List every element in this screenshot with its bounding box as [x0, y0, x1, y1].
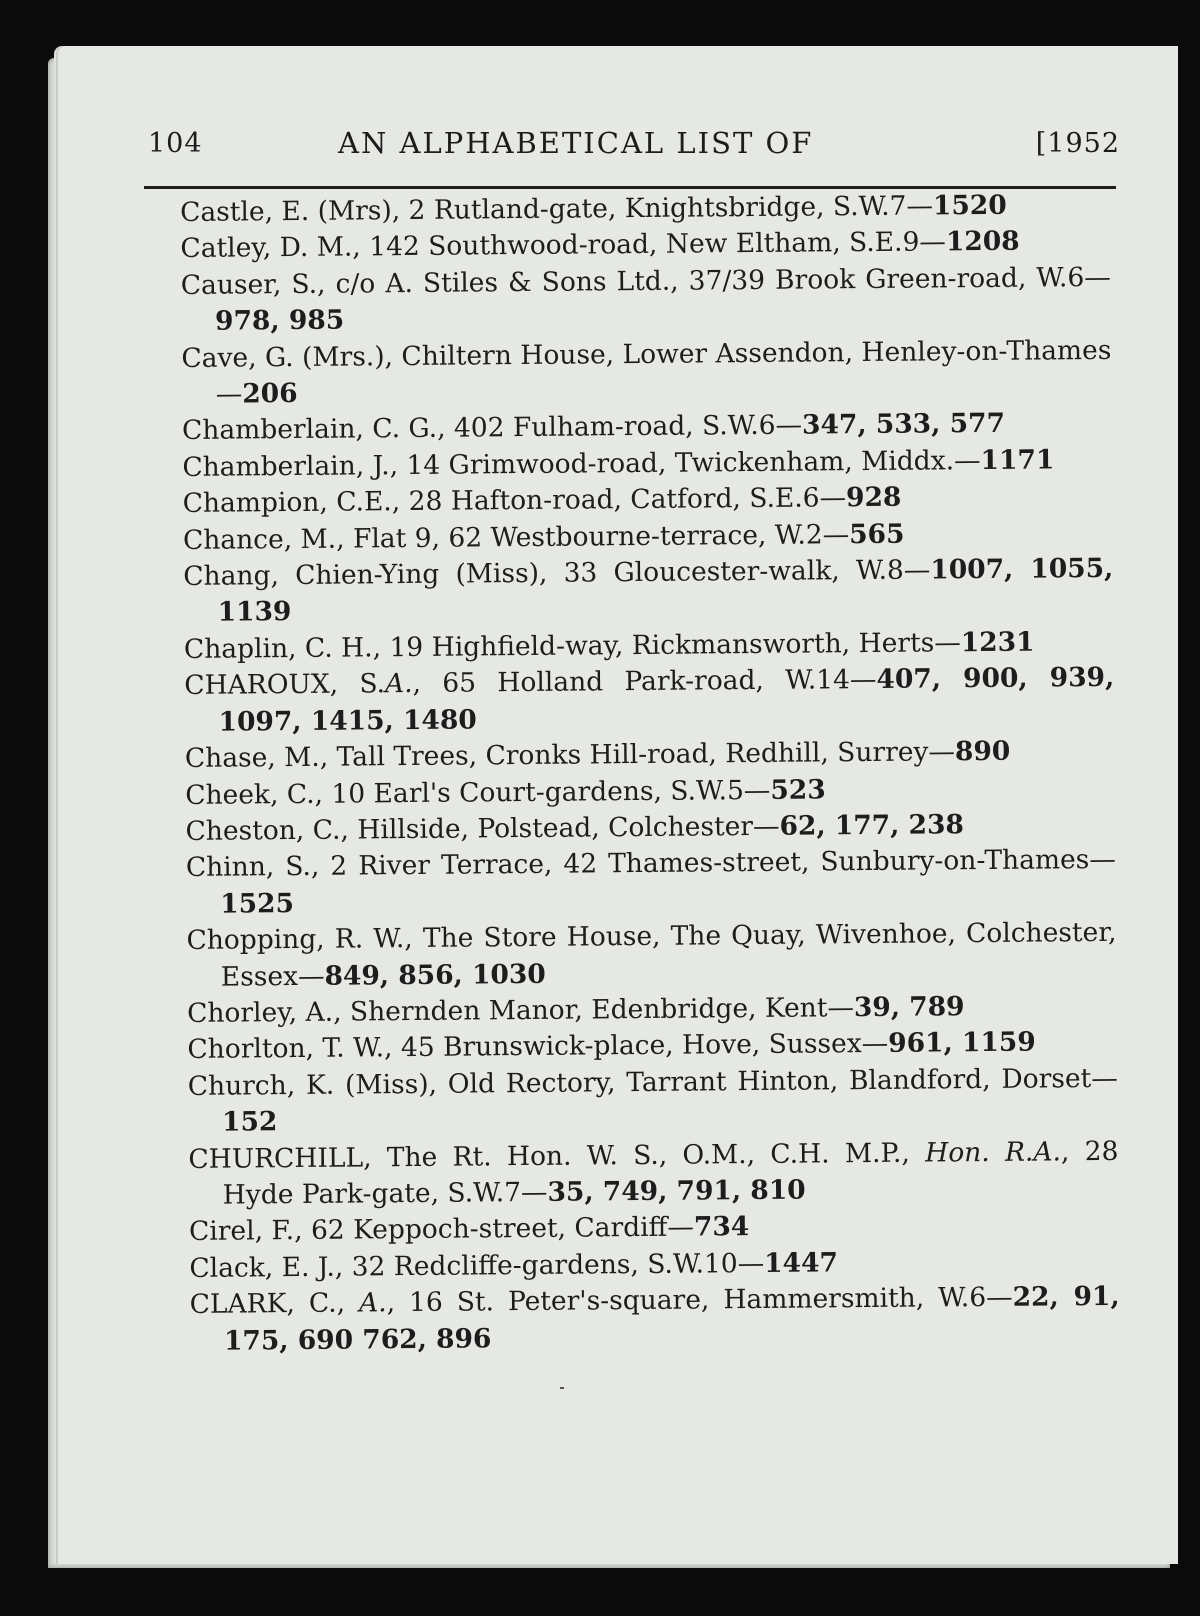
entry-address: , 2 River Terrace, 42 Thames-street, Sunbury-on-Thames—	[310, 844, 1116, 883]
entry-refs: 734	[693, 1211, 750, 1243]
entry-address: , Shernden Manor, Edenbridge, Kent—	[332, 992, 855, 1028]
entry-address: , 65 Holland Park-road, W.14—	[412, 664, 877, 700]
entry-rank: Hon. R.A.	[909, 1135, 1062, 1169]
entry-name: Chang, Chien-Ying	[183, 558, 440, 593]
entry-address: , Hillside, Polstead, Colchester—	[340, 810, 780, 846]
entry-refs: 978, 985	[214, 304, 345, 337]
entry-name: CHURCHILL, The Rt. Hon. W. S., O.M., C.H. M.P.,	[188, 1137, 910, 1175]
entry-name: Chaplin, C. H.	[183, 632, 373, 665]
entry-name: Cirel, F.	[188, 1215, 295, 1248]
entry-name: Church, K.	[187, 1069, 335, 1102]
entry-name: Chance, M.	[182, 523, 337, 556]
entry-list	[180, 187, 1120, 1360]
entry-address: , 28 Hafton-road, Catford, S.E.6—	[391, 482, 847, 518]
entry-refs: 39, 789	[853, 991, 965, 1024]
entry-refs: 1525	[220, 887, 295, 920]
entry-refs: 1231	[960, 626, 1035, 659]
list-item	[186, 915, 1117, 996]
entry-refs: 928	[845, 481, 902, 514]
entry-refs: 22, 91, 175, 690 762, 896	[223, 1281, 1120, 1357]
entry-refs: 523	[770, 773, 826, 806]
list-item	[186, 842, 1117, 923]
entry-refs: 1208	[945, 226, 1020, 258]
list-item	[188, 1061, 1119, 1142]
entry-name: Chorlton, T. W.	[187, 1032, 385, 1066]
entry-name: Chamberlain, C. G.	[181, 413, 438, 447]
entry-refs: 961, 1159	[888, 1026, 1036, 1060]
entry-name: Champion, C.E.	[182, 486, 392, 520]
entry-address: , c/o A. Stiles & Sons Ltd., 37/39 Brook Green-road, W.6—	[316, 261, 1111, 300]
entry-name: Cheston, C.	[185, 814, 341, 847]
list-item	[181, 333, 1112, 414]
entry-address: (Mrs), 2 Rutland-gate, Knightsbridge, S.W.7—	[309, 190, 934, 227]
list-item	[190, 1279, 1121, 1360]
entry-name: Chase, M.	[184, 741, 320, 775]
entry-name: CHAROUX, S.	[184, 668, 386, 702]
entry-refs: 407, 900, 939, 1097, 1415, 1480	[218, 662, 1115, 738]
entry-refs: 1447	[764, 1247, 839, 1279]
entry-address: , 10 Earl's Court-gardens, S.W.5—	[314, 774, 771, 810]
entry-address: , 402 Fulham-road, S.W.6—	[436, 410, 803, 445]
entry-address: , 16 St. Peter's-square, Hammersmith, W.6—	[386, 1281, 1013, 1319]
entry-address: , 62 Keppoch-street, Cardiff—	[294, 1211, 695, 1247]
page-number: 104	[148, 128, 203, 159]
entry-refs: 347, 533, 577	[801, 408, 1006, 442]
running-title: AN ALPHABETICAL LIST OF	[338, 126, 814, 160]
entry-address: (Miss), 33 Gloucester-walk, W.8—	[439, 554, 931, 590]
entry-address: , 28 Hyde Park-gate, S.W.7—	[222, 1135, 1119, 1211]
entry-name: CLARK, C.,	[189, 1287, 346, 1321]
entry-refs: 565	[849, 518, 905, 550]
list-item	[181, 260, 1112, 341]
entry-address: , 45 Brunswick-place, Hove, Sussex—	[383, 1028, 889, 1064]
entry-address: , Tall Trees, Cronks Hill-road, Redhill, Surrey—	[319, 736, 956, 773]
entry-name: Cheek, C.	[185, 778, 315, 811]
entry-address: (Miss), Old Rectory, Tarrant Hinton, Blandford, Dorset—	[334, 1062, 1118, 1101]
entry-address: , 142 Southwood-road, New Eltham, S.E.9—	[352, 226, 947, 263]
entry-rank: A.	[344, 1287, 387, 1319]
entry-address: (Mrs.), Chiltern House, Lower Assendon, Henley-on-Thames—	[215, 334, 1112, 410]
entry-refs: 1007, 1055, 1139	[217, 552, 1114, 629]
entry-name: Causer, S.	[180, 268, 318, 301]
entry-address: , 19 Highfield-way, Rickmansworth, Herts—	[372, 627, 961, 664]
list-item	[184, 660, 1115, 741]
entry-name: Chorley, A.	[187, 996, 334, 1029]
entry-refs: 1171	[980, 444, 1055, 476]
entry-name: Cave, G.	[181, 341, 294, 374]
entry-name: Clack, E. J.	[189, 1251, 335, 1284]
page-mark	[560, 1387, 564, 1389]
entry-name: Catley, D. M.	[180, 231, 353, 265]
entry-address: , Flat 9, 62 Westbourne-terrace, W.2—	[336, 518, 850, 555]
year-label: [1952	[1035, 128, 1120, 159]
page-header	[148, 128, 1120, 178]
entry-refs: 1520	[932, 189, 1007, 222]
list-item	[188, 1133, 1119, 1214]
entry-refs: 152	[221, 1106, 278, 1138]
entry-name: Chopping, R. W.	[186, 923, 405, 957]
entry-refs: 35, 749, 791, 810	[547, 1174, 806, 1208]
entry-refs: 890	[954, 735, 1011, 768]
entry-rank: A.	[384, 668, 413, 700]
entry-address: , 14 Grimwood-road, Twickenham, Middx.—	[389, 444, 981, 482]
entry-name: Chamberlain, J.	[182, 450, 390, 483]
entry-refs: 62, 177, 238	[779, 809, 965, 842]
entry-refs: 206	[242, 378, 298, 410]
entry-name: Castle, E.	[180, 195, 310, 228]
entry-name: Chinn, S.	[185, 851, 312, 884]
entry-address: , The Store House, The Quay, Wivenhoe, Colchester, Essex—	[220, 916, 1117, 993]
list-item	[183, 551, 1114, 632]
entry-refs: 849, 856, 1030	[324, 958, 546, 992]
entry-address: , 32 Redcliffe-gardens, S.W.10—	[334, 1247, 765, 1283]
